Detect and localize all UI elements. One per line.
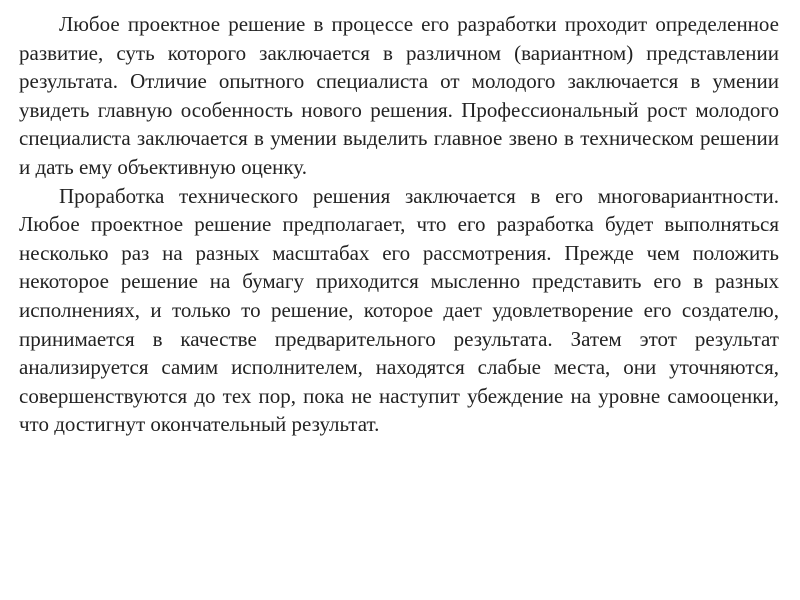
paragraph-2: Проработка технического решения заключается в его многовариантности. Любое проектное решение предполагает, что его разработка будет выполняться несколько раз на разных масштабах его рассмотрения. Прежде чем положить некоторое решение на бумагу приходится мысленно представить его в разных исполнениях, и только то решение, которое дает удовлетворение его создателю, принимается в качестве предварительного результата. Затем этот результат анализируется самим исполнителем, находятся слабые места, они уточняются, совершенствуются до тех пор, пока не наступит убеждение на уровне самооценки, что достигнут окончательный результат. <box>19 183 779 437</box>
paragraph-1: Любое проектное решение в процессе его разработки проходит определенное развитие, суть которого заключается в различном (вариантном) представлении результата. Отличие опытного специалиста от молодого заключается в умении увидеть главную особенность нового решения. Профессиональный рост молодого специалиста заключается в умении выделить главное звено в техническом решении и дать ему объективную оценку. <box>19 12 779 179</box>
body-text <box>19 10 779 439</box>
